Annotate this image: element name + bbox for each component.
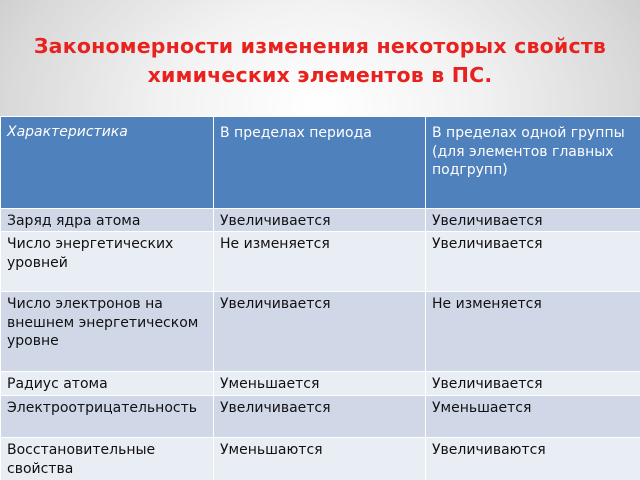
row-period-trend: Увеличивается (214, 396, 426, 438)
row-characteristic: Число энергетических уровней (1, 232, 214, 292)
header-within-period: В пределах периода (214, 117, 426, 209)
row-group-trend: Увеличивается (426, 372, 640, 396)
row-characteristic: Электроотрицательность (1, 396, 214, 438)
header-characteristic: Характеристика (1, 117, 214, 209)
row-characteristic: Число электронов на внешнем энергетическом уровне (1, 292, 214, 372)
row-period-trend: Не изменяется (214, 232, 426, 292)
row-group-trend: Увеличивается (426, 232, 640, 292)
row-characteristic: Радиус атома (1, 372, 214, 396)
table-row (1, 232, 640, 292)
header-within-group: В пределах одной группы (для элементов главных подгрупп) (426, 117, 640, 209)
table-row (1, 438, 640, 480)
table-row (1, 396, 640, 438)
row-characteristic: Заряд ядра атома (1, 209, 214, 232)
table-row (1, 292, 640, 372)
properties-table-container (0, 116, 640, 480)
table-row (1, 372, 640, 396)
row-group-trend: Уменьшается (426, 396, 640, 438)
row-period-trend: Увеличивается (214, 292, 426, 372)
row-characteristic: Восстановительные свойства (1, 438, 214, 480)
properties-table (0, 116, 640, 480)
row-period-trend: Уменьшаются (214, 438, 426, 480)
row-group-trend: Не изменяется (426, 292, 640, 372)
row-period-trend: Увеличивается (214, 209, 426, 232)
row-group-trend: Увеличиваются (426, 438, 640, 480)
table-header-row (1, 117, 640, 209)
table-row (1, 209, 640, 232)
row-group-trend: Увеличивается (426, 209, 640, 232)
page-title: Закономерности изменения некоторых свойств химических элементов в ПС. (33, 34, 607, 87)
row-period-trend: Уменьшается (214, 372, 426, 396)
